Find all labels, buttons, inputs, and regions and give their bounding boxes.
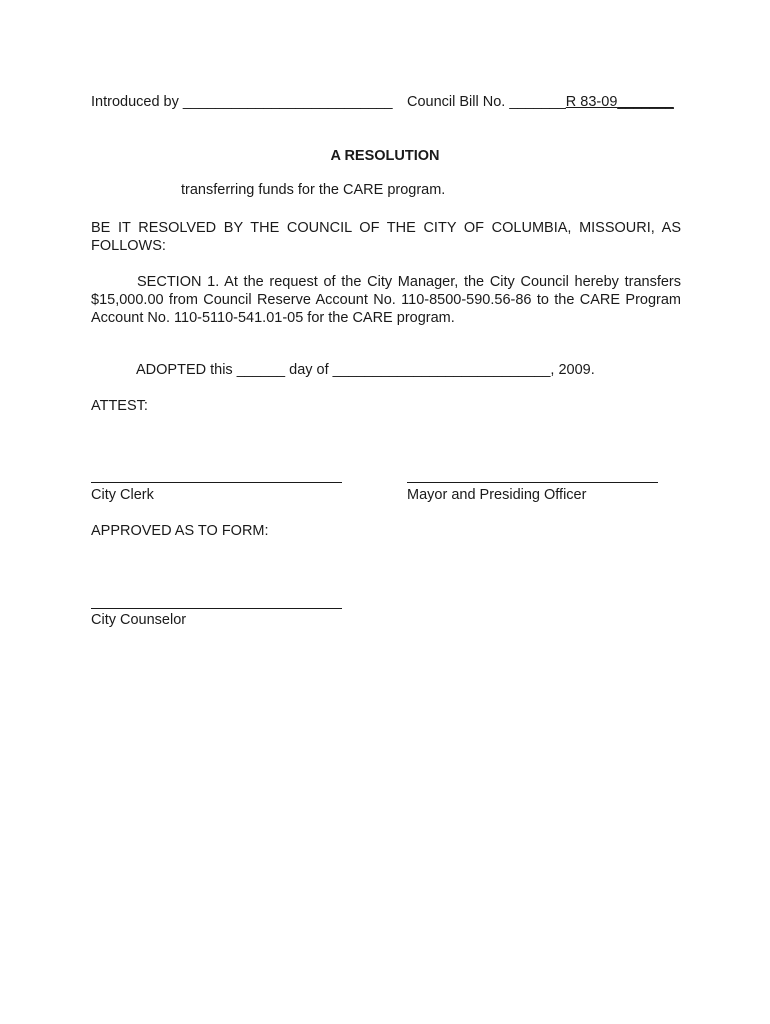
council-bill-number: R 83-09 (565, 94, 618, 110)
adopted-line: ADOPTED this ______ day of ___________________________, 2009. (136, 362, 595, 378)
document-title: A RESOLUTION (330, 148, 440, 164)
mayor-signature-line (407, 482, 658, 483)
section-1-paragraph (91, 273, 681, 327)
section-1-text: SECTION 1. At the request of the City Manager, the City Council hereby transfers $15,000.00 from Council Reserve Account No. 110-8500-590.56-86 to the CARE Program Account No. 110-5110-541.01-05 for the CARE program. (91, 274, 681, 326)
introduced-by-text: Introduced by __________________________ (91, 94, 393, 110)
mayor-label: Mayor and Presiding Officer (407, 487, 587, 503)
council-bill-suffix: _______ (617, 94, 674, 110)
resolved-clause: BE IT RESOLVED BY THE COUNCIL OF THE CITY OF COLUMBIA, MISSOURI, AS FOLLOWS: (91, 220, 681, 254)
resolution-subject: transferring funds for the CARE program. (181, 182, 446, 198)
council-bill-line (407, 94, 674, 110)
city-counselor-label: City Counselor (91, 612, 187, 628)
approved-as-to-form-label: APPROVED AS TO FORM: (91, 523, 269, 539)
attest-label: ATTEST: (91, 398, 148, 414)
city-clerk-signature-line (91, 482, 342, 483)
city-counselor-signature-line (91, 608, 342, 609)
city-clerk-label: City Clerk (91, 487, 154, 503)
introduced-by-line (91, 94, 393, 110)
council-bill-prefix: Council Bill No. _______ (407, 94, 566, 110)
